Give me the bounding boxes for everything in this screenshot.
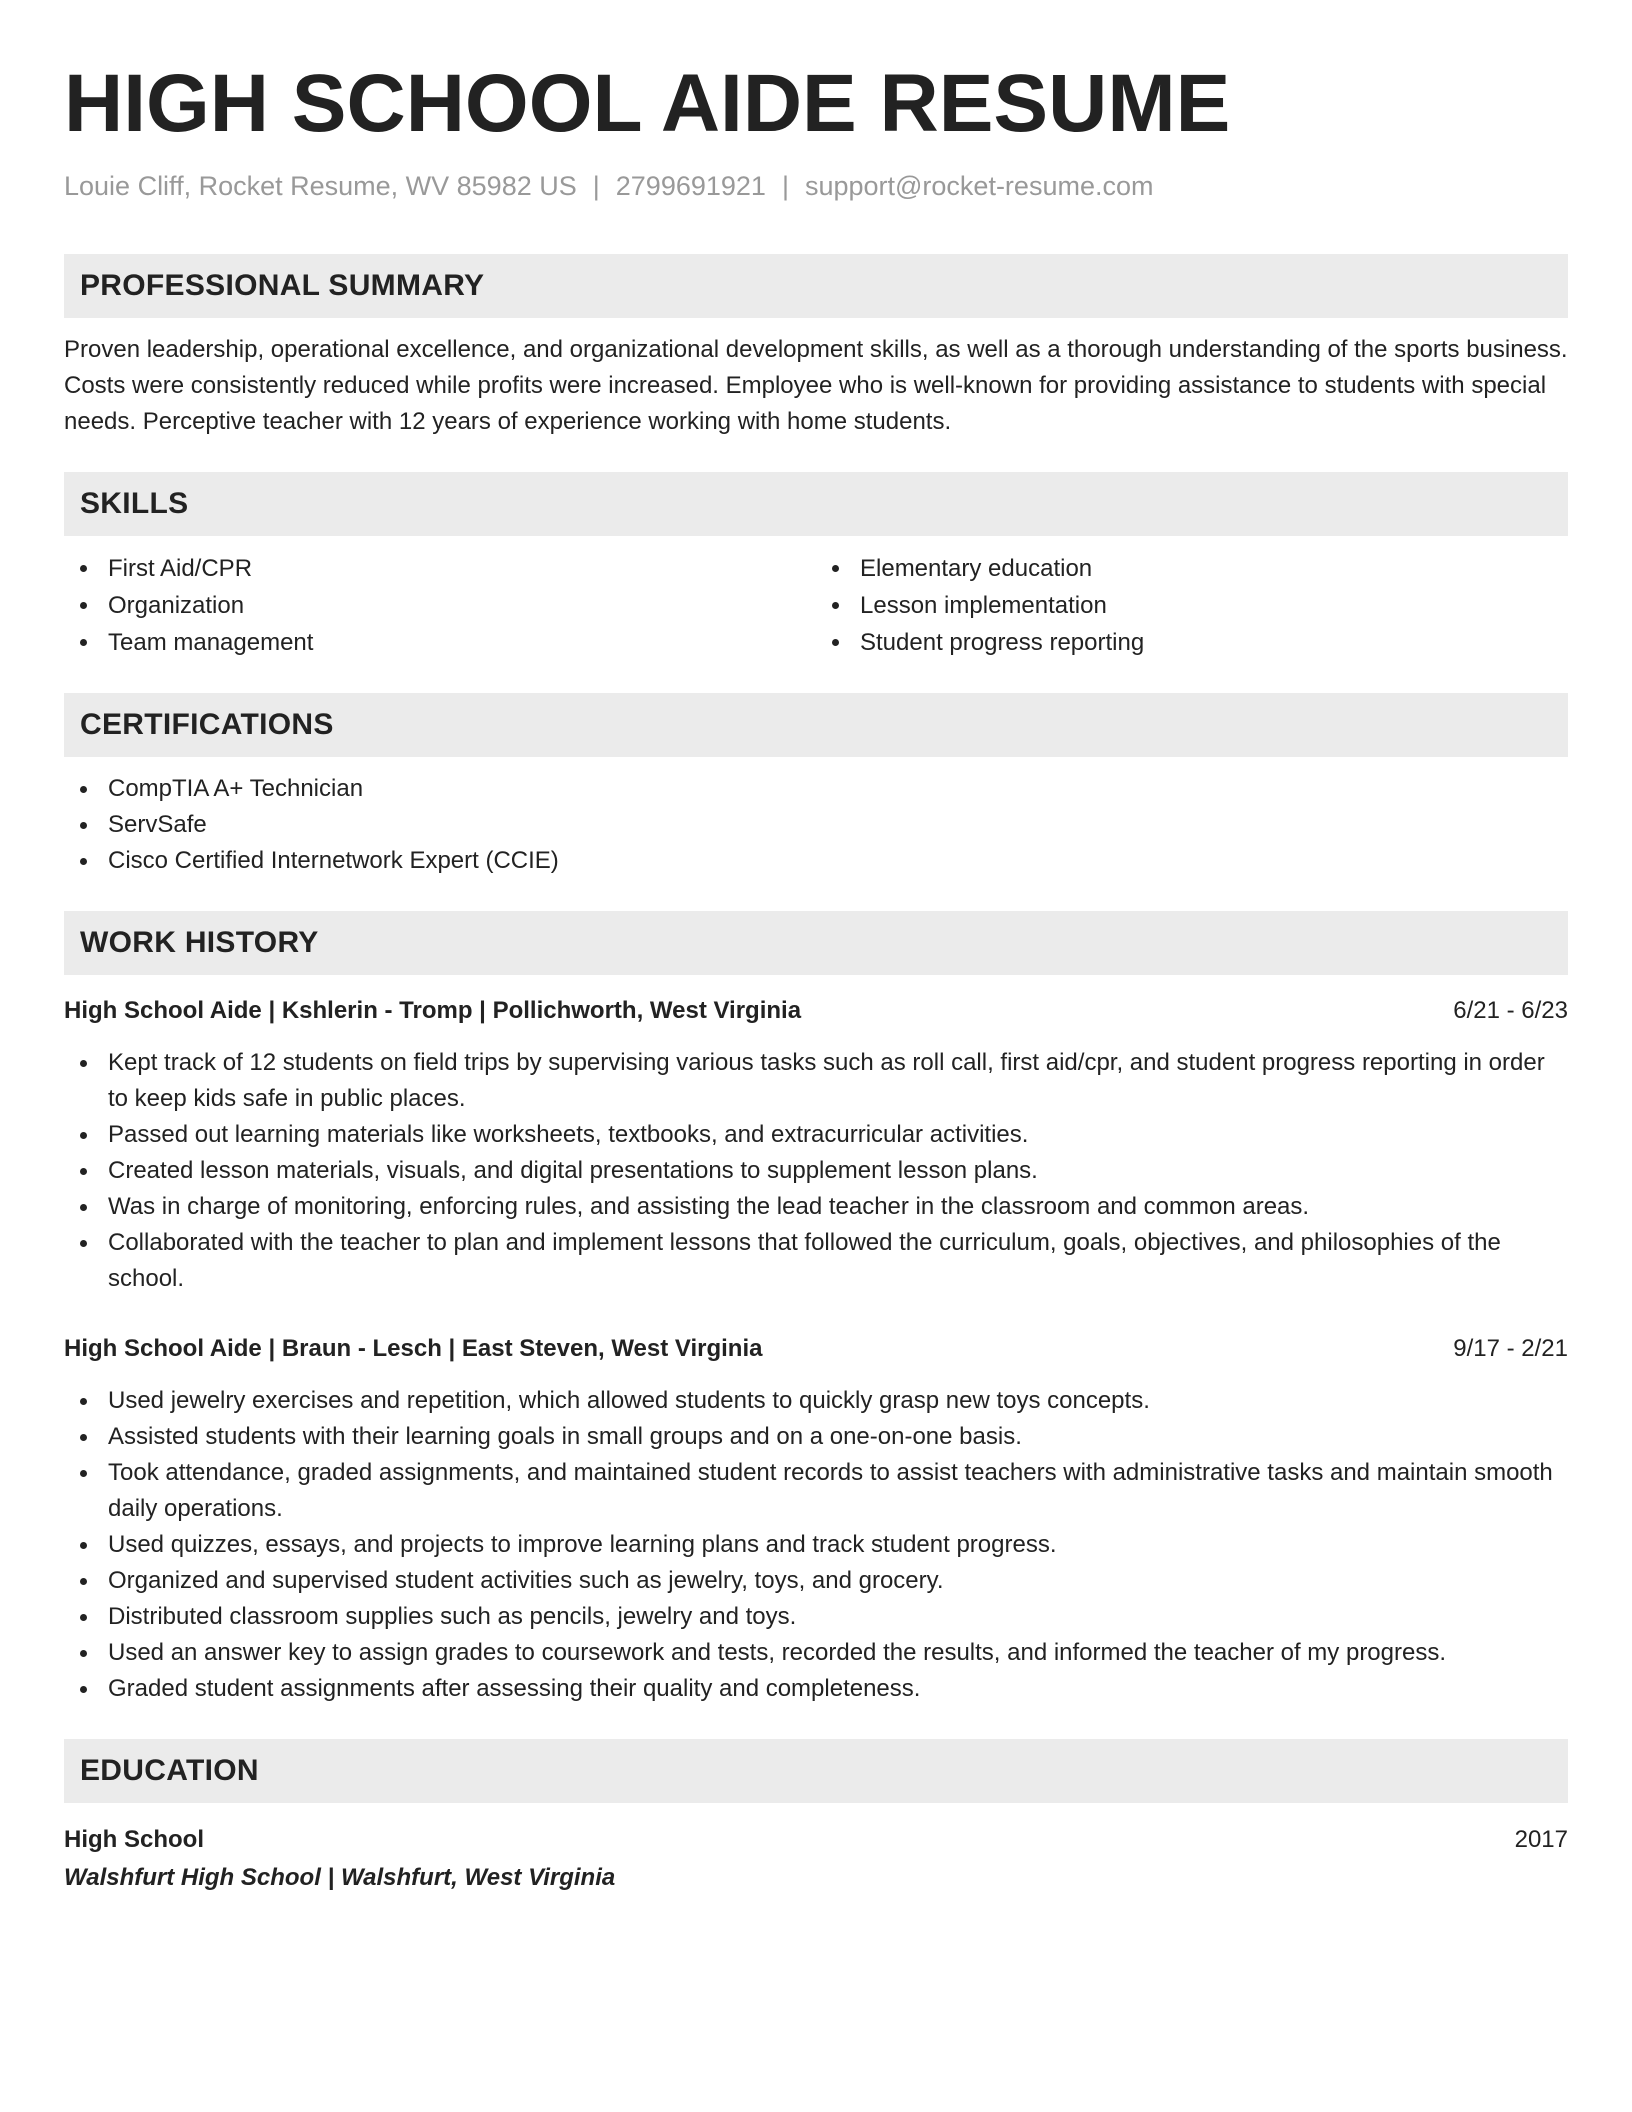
education-school: Walshfurt High School | Walshfurt, West Virginia (64, 1864, 616, 1891)
job-entry (64, 993, 1568, 1297)
job-bullets (64, 1383, 1568, 1707)
job-bullet: Graded student assignments after assessing their quality and completeness. (64, 1671, 1568, 1707)
job-bullet: Distributed classroom supplies such as pencils, jewelry and toys. (64, 1599, 1568, 1635)
job-bullet: Assisted students with their learning goals in small groups and on a one-on-one basis. (64, 1419, 1568, 1455)
skills-list (64, 550, 1568, 661)
skill-item: Student progress reporting (816, 624, 1568, 661)
summary-text: Proven leadership, operational excellence, and organizational development skills, as well as a thorough understanding of the sports business. Costs were consistently reduced while profits were increased. Employee who is well-known for providing assistance to students with special needs. Perceptive teacher with 12 years of experience working with home students. (64, 336, 1568, 435)
job-bullet: Collaborated with the teacher to plan and implement lessons that followed the curriculum, goals, objectives, and philosophies of the school. (64, 1225, 1568, 1297)
education-header (64, 1821, 1568, 1859)
section-header-certifications: CERTIFICATIONS (64, 693, 1568, 757)
skill-item: Team management (64, 624, 816, 661)
job-header (64, 1331, 1568, 1367)
contact-line (64, 168, 1568, 204)
job-bullet: Used jewelry exercises and repetition, which allowed students to quickly grasp new toys concepts. (64, 1383, 1568, 1419)
job-bullet: Kept track of 12 students on field trips by supervising various tasks such as roll call, first aid/cpr, and student progress reporting in order to keep kids safe in public places. (64, 1045, 1568, 1117)
contact-separator: | (592, 171, 600, 201)
job-dates: 6/21 - 6/23 (1453, 997, 1568, 1024)
education-entry (64, 1821, 1568, 1897)
job-heading: High School Aide | Braun - Lesch | East Steven, West Virginia (64, 1335, 763, 1362)
job-header (64, 993, 1568, 1029)
job-bullet: Used an answer key to assign grades to coursework and tests, recorded the results, and informed the teacher of my progress. (64, 1635, 1568, 1671)
job-entry (64, 1331, 1568, 1707)
skill-item: First Aid/CPR (64, 550, 816, 587)
section-header-summary: PROFESSIONAL SUMMARY (64, 254, 1568, 318)
contact-phone: 2799691921 (615, 171, 766, 201)
job-bullet: Took attendance, graded assignments, and maintained student records to assist teachers with administrative tasks and maintain smooth daily operations. (64, 1455, 1568, 1527)
certification-item: ServSafe (64, 807, 1568, 843)
certifications-list (64, 771, 1568, 879)
education-degree: High School (64, 1826, 204, 1853)
job-bullet: Was in charge of monitoring, enforcing rules, and assisting the lead teacher in the classroom and common areas. (64, 1189, 1568, 1225)
section-header-skills: SKILLS (64, 472, 1568, 536)
education-year: 2017 (1514, 1826, 1568, 1853)
skills-column-left (64, 550, 816, 661)
job-heading: High School Aide | Kshlerin - Tromp | Pollichworth, West Virginia (64, 997, 802, 1024)
skills-column-right (816, 550, 1568, 661)
job-dates: 9/17 - 2/21 (1453, 1335, 1568, 1362)
section-header-education: EDUCATION (64, 1739, 1568, 1803)
job-bullet: Organized and supervised student activities such as jewelry, toys, and grocery. (64, 1563, 1568, 1599)
job-bullets (64, 1045, 1568, 1297)
skill-item: Organization (64, 587, 816, 624)
contact-email: support@rocket-resume.com (804, 171, 1154, 201)
section-header-work-history: WORK HISTORY (64, 911, 1568, 975)
contact-separator: | (781, 171, 789, 201)
contact-address: Louie Cliff, Rocket Resume, WV 85982 US (64, 171, 577, 201)
certification-item: CompTIA A+ Technician (64, 771, 1568, 807)
resume-title: HIGH SCHOOL AIDE RESUME (64, 58, 1231, 149)
skill-item: Lesson implementation (816, 587, 1568, 624)
skill-item: Elementary education (816, 550, 1568, 587)
job-bullet: Created lesson materials, visuals, and digital presentations to supplement lesson plans. (64, 1153, 1568, 1189)
certification-item: Cisco Certified Internetwork Expert (CCIE) (64, 843, 1568, 879)
job-bullet: Passed out learning materials like worksheets, textbooks, and extracurricular activities. (64, 1117, 1568, 1153)
job-bullet: Used quizzes, essays, and projects to improve learning plans and track student progress. (64, 1527, 1568, 1563)
